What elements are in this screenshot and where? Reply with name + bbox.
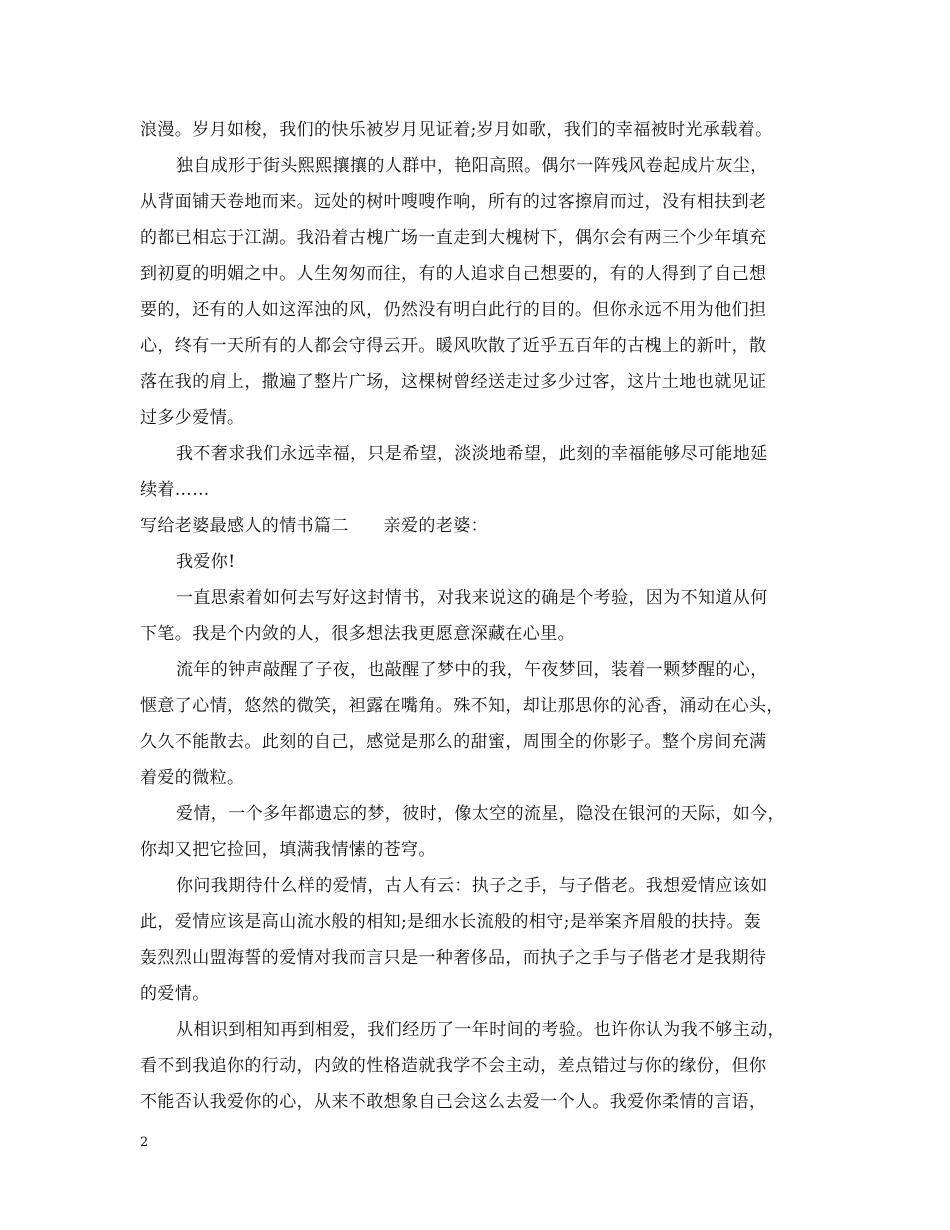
text-line: 看不到我追你的行动，内敛的性格造就我学不会主动，差点错过与你的缘份，但你 — [140, 1056, 767, 1076]
text-line: 浪漫。岁月如梭，我们的快乐被岁月见证着;岁月如歌，我们的幸福被时光承载着。 — [140, 120, 773, 140]
text-line: 落在我的肩上，撒遍了整片广场，这棵树曾经送走过多少过客，这片土地也就见证 — [140, 372, 767, 392]
paragraph-start-line: 爱情，一个多年都遗忘的梦，彼时，像太空的流星，隐没在银河的天际，如今， — [176, 804, 785, 824]
text-line: 此，爱情应该是高山流水般的相知;是细水长流般的相守;是举案齐眉般的扶持。轰 — [140, 912, 762, 932]
text-line: 下笔。我是个内敛的人，很多想法我更愿意深藏在心里。 — [140, 624, 575, 644]
paragraph-start-line: 从相识到相知再到相爱，我们经历了一年时间的考验。也许你认为我不够主动， — [176, 1020, 785, 1040]
paragraph-start-line: 我不奢求我们永远幸福，只是希望，淡淡地希望，此刻的幸福能够尽可能地延 — [176, 444, 768, 464]
text-line: 惬意了心情，悠然的微笑，袒露在嘴角。殊不知，却让那思你的沁香，涌动在心头， — [140, 696, 784, 716]
section-heading: 写给老婆最感人的情书篇二 亲爱的老婆： — [140, 516, 488, 536]
text-line: 要的，还有的人如这浑浊的风，仍然没有明白此行的目的。但你永远不用为他们担 — [140, 300, 767, 320]
text-line: 从背面铺天卷地而来。远处的树叶嗖嗖作响，所有的过客擦肩而过，没有相扶到老 — [140, 192, 767, 212]
page-number: 2 — [140, 1135, 149, 1150]
text-line: 心，终有一天所有的人都会守得云开。暖风吹散了近乎五百年的古槐上的新叶，散 — [140, 336, 767, 356]
greeting-line: 我爱你! — [176, 552, 236, 572]
paragraph-start-line: 流年的钟声敲醒了子夜，也敲醒了梦中的我，午夜梦回，装着一颗梦醒的心， — [176, 660, 768, 680]
paragraph-start-line: 一直思索着如何去写好这封情书，对我来说这的确是个考验，因为不知道从何 — [176, 588, 768, 608]
paragraph-start-line: 独自成形于街头熙熙攘攘的人群中，艳阳高照。偶尔一阵残风卷起成片灰尘， — [176, 156, 768, 176]
text-line: 你却又把它捡回，填满我情愫的苍穹。 — [140, 840, 436, 860]
text-line: 续着…… — [140, 480, 210, 500]
text-line: 的都已相忘于江湖。我沿着古槐广场一直走到大槐树下，偶尔会有两三个少年填充 — [140, 228, 767, 248]
text-line: 不能否认我爱你的心，从来不敢想象自己会这么去爱一个人。我爱你柔情的言语， — [140, 1092, 767, 1112]
paragraph-start-line: 你问我期待什么样的爱情，古人有云：执子之手，与子偕老。我想爱情应该如 — [176, 876, 768, 896]
text-line: 的爱情。 — [140, 984, 210, 1004]
text-line: 到初夏的明媚之中。人生匆匆而往，有的人追求自己想要的，有的人得到了自己想 — [140, 264, 767, 284]
text-line: 久久不能散去。此刻的自己，感觉是那么的甜蜜，周围全的你影子。整个房间充满 — [140, 732, 767, 752]
text-line: 过多少爱情。 — [140, 408, 245, 428]
text-line: 着爱的微粒。 — [140, 768, 245, 788]
text-line: 轰烈烈山盟海誓的爱情对我而言只是一种奢侈品，而执子之手与子偕老才是我期待 — [140, 948, 767, 968]
